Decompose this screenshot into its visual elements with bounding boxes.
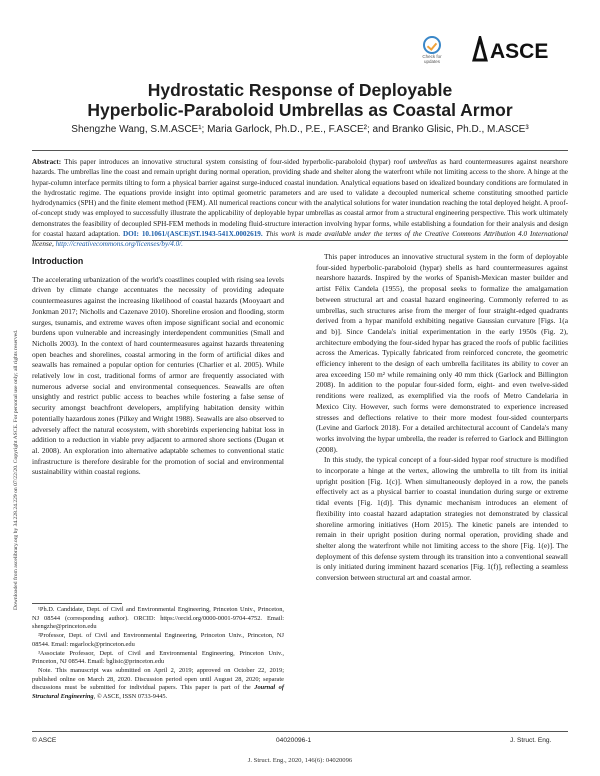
abstract [32, 157, 568, 250]
author-list: Shengzhe Wang, S.M.ASCE¹; Maria Garlock, Ph.D., P.E., F.ASCE²; and Branko Glisic, Ph.D., M.ASCE³ [71, 124, 529, 135]
right-column [316, 252, 568, 584]
abstract-text-b: as hard countermeasures against nearshore hazards. The umbrellas line the coast and remain upright during normal operation, providing shade and shelter along the waterfront while not limiting access to the shore. A hinge at the hypar-column interface permits tilting to form a physical barrier against surge-induced coastal inundation. Analytical equations based on idealized boundary conditions are formulated in the hydrostatic regime. The equations provide insight into optimal geometric parameters and are used to validate a decoupled numerical scheme constituting smoothed particle hydrodynamics (SPH) and the finite element method (FEM). All numerical reactions concur with the analytical solutions for water inundation reaching the total deployed height. A proof-of-concept study was employed to successfully illustrate the applicability of deployable hypar umbrellas as coastal armor from a structural engineering perspective. This work ultimately demonstrates the feasibility of decoupled SPH-FEM methods in modeling fluid-structure interaction involving hypar forms, while establishing a foundation for their analysis and design for coastal hazard adaptation. [32, 158, 568, 239]
introduction-heading: Introduction [32, 256, 84, 266]
journal-name: Journal of Structural Engineering [32, 684, 284, 701]
footnote-3: ³Associate Professor, Dept. of Civil and Environmental Engineering, Princeton Univ., Princeton, NJ 08544. Email: bglisic@princeton.edu [32, 649, 284, 666]
footer-page-id: 04020096-1 [276, 737, 312, 744]
paper-title [40, 80, 560, 120]
footer-copyright: © ASCE [32, 737, 57, 744]
asce-logo [472, 36, 568, 62]
license-link[interactable]: http://creativecommons.org/licenses/by/4.0/. [55, 240, 183, 249]
abstract-umbrellas: umbrellas [408, 158, 438, 166]
intro-left-paragraph: The accelerating urbanization of the world's coastlines coupled with rising sea levels driven by climate change accentuates the necessity of providing adequate countermeasures against the increasing likelihood of coastal hazards (Mooyaart and Jonkman 2017; Nicholls and Cazenave 2010). Shoreline erosion and flooding, storm surges, tsunamis, and extreme waves often impose significant social and economic burdens upon vulnerable and increasingly interdependent communities (Small and Nicholls 2003). In the context of hard countermeasures against hazards threatening open beaches and shorelines, coastal armoring in the form of artificial dikes and seawalls has remained a popular option for centuries (Charlier et al. 2005). While relatively low in cost, traditional forms of armor are frequently associated with numerous adverse social and environmental consequences. Seawalls are often unsightly and restrict public access to beaches while fostering a false sense of security amongst beachfront developers, amplifying habitation density within potentially hazardous zones (Pilkey and Wright 1988). Seawalls are also observed to adversely affect the natural ecosystem, with shorebirds experiencing habitat loss in addition to a reduction in viable prey adjacent to armored shore sections (Dugan et al. 2008). An exploration into alternative adaptable schemes to conventional static infrastructure is therefore desirable for the promotion of social and environmental sustainability within coastal regions. [32, 274, 284, 477]
download-watermark-text: Downloaded from ascelibrary.org by 34.228.24.229 on 07/22/20. Copyright ASCE. For personal use only; all rights reserved. [13, 329, 19, 610]
abstract-top-rule [32, 150, 568, 151]
asce-logo-text: ASCE [490, 40, 549, 62]
title-line2: Hyperbolic-Paraboloid Umbrellas as Coastal Armor [87, 100, 513, 120]
abstract-doi[interactable]: DOI: 10.1061/(ASCE)ST.1943-541X.0002619. [122, 230, 263, 239]
note-text: Note. This manuscript was submitted on April 2, 2019; approved on October 22, 2019; published online on March 28, 2020. Discussion period open until August 28, 2020; separate discussions must be submitted for individual papers. This paper is part of the [32, 666, 284, 692]
badge-line1: Check for [422, 54, 442, 59]
intro-right-paragraph-2: In this study, the typical concept of a four-sided hypar roof structure is modified to incorporate a hinge at the vertex, allowing the umbrella to tilt from its initial upright position [Fig. 1(c)]. When simultaneously deployed in a row, the panels effectively act as a physical barrier to coastal inundation during surge or extreme tidal events [Fig. 1(d)]. This dynamic mechanism introduces an element of flexibility into coastal hazard adaptation strategies not demonstrated by classical shoreline armoring initiatives (Horn 2015). The kinetic panels are intended to remain in their upright position during normal operation, providing shade and shelter along the waterfront while not limiting access to the shore [Fig. 1(e)]. The deployment of this defense system through its transition into a conventional seawall is only initiated during imminent hazard scenarios [Fig. 1(f)], reflecting a seamless conversion between structural art and coastal armor. [316, 455, 568, 583]
footnote-note [32, 667, 284, 702]
footer-rule [32, 731, 568, 732]
title-line1: Hydrostatic Response of Deployable [147, 80, 453, 100]
note-end: , © ASCE, ISSN 0733-9445. [93, 693, 168, 701]
download-watermark [3, 150, 19, 610]
abstract-label: Abstract: [32, 158, 62, 166]
footnote-2: ²Professor, Dept. of Civil and Environmental Engineering, Princeton Univ., Princeton, NJ 08544. Email: mgarlock@princeton.edu [32, 632, 284, 648]
intro-right-paragraph-1: This paper introduces an innovative structural system in the form of deployable four-sided hyperbolic-paraboloid (hypar) shells as hard countermeasures against nearshore hazards. Inspired by the works of Spanish-Mexican master builder and artist Félix Candela (1955), the proposal seeks to formalize the amalgamation between structural art and coastal hazard engineering. Commonly referred to as umbrellas, such structures arise from the merger of four straight-edged quadrants derived from a hypar manifold exhibiting negative Gaussian curvature [Figs. 1(a and b)]. Since Candela's initial experimentation in the early 1950s (Fig. 2), architecture embodying the four-sided hypar has graced the roofs of public facilities across the Americas. Typically fabricated from reinforced concrete, the geometric efficiency inherent to the design of each umbrella facilitates its ability to cover an area exceeding 150 m² while remaining only 40 mm thick (Garlock and Billington 2008). In addition to the popular four-sided form, eight- and even twelve-sided renditions were realized, as exemplified via the roofs of Metro Candelaria in Mexico City. However, such forms were demonstrated to experience increased stresses and deflections relative to their more modest four-sided counterparts (Levine and Garlock 2018). For a detailed architectural account of Candela's many works involving the hypar umbrella, the reader is referred to Garlock and Billington (2008). [316, 252, 568, 454]
footnote-1: ¹Ph.D. Candidate, Dept. of Civil and Environmental Engineering, Princeton Univ., Princeton, NJ 08544 (corresponding author). ORCID: https://orcid.org/0000-0001-9704-4752. Email: shengzhe@princeton.edu [32, 606, 284, 631]
check-mark-icon [423, 36, 441, 54]
abstract-bottom-rule [32, 240, 568, 241]
abstract-text-a: This paper introduces an innovative structural system consisting of four-sided hyperbolic-paraboloid (hypar) roof [61, 158, 409, 166]
footnote-rule [32, 603, 122, 604]
left-column [32, 256, 284, 478]
abstract-license: This work is made available under the terms of the Creative Commons Attribution 4.0 International license, [32, 230, 568, 249]
asce-logo-mark-icon [474, 38, 486, 60]
check-for-updates-badge[interactable] [419, 36, 445, 62]
footnotes [32, 606, 284, 702]
footer-journal: J. Struct. Eng. [510, 737, 552, 744]
badge-line2: updates [423, 59, 440, 64]
citation-line: J. Struct. Eng., 2020, 146(6): 04020096 [247, 757, 353, 764]
